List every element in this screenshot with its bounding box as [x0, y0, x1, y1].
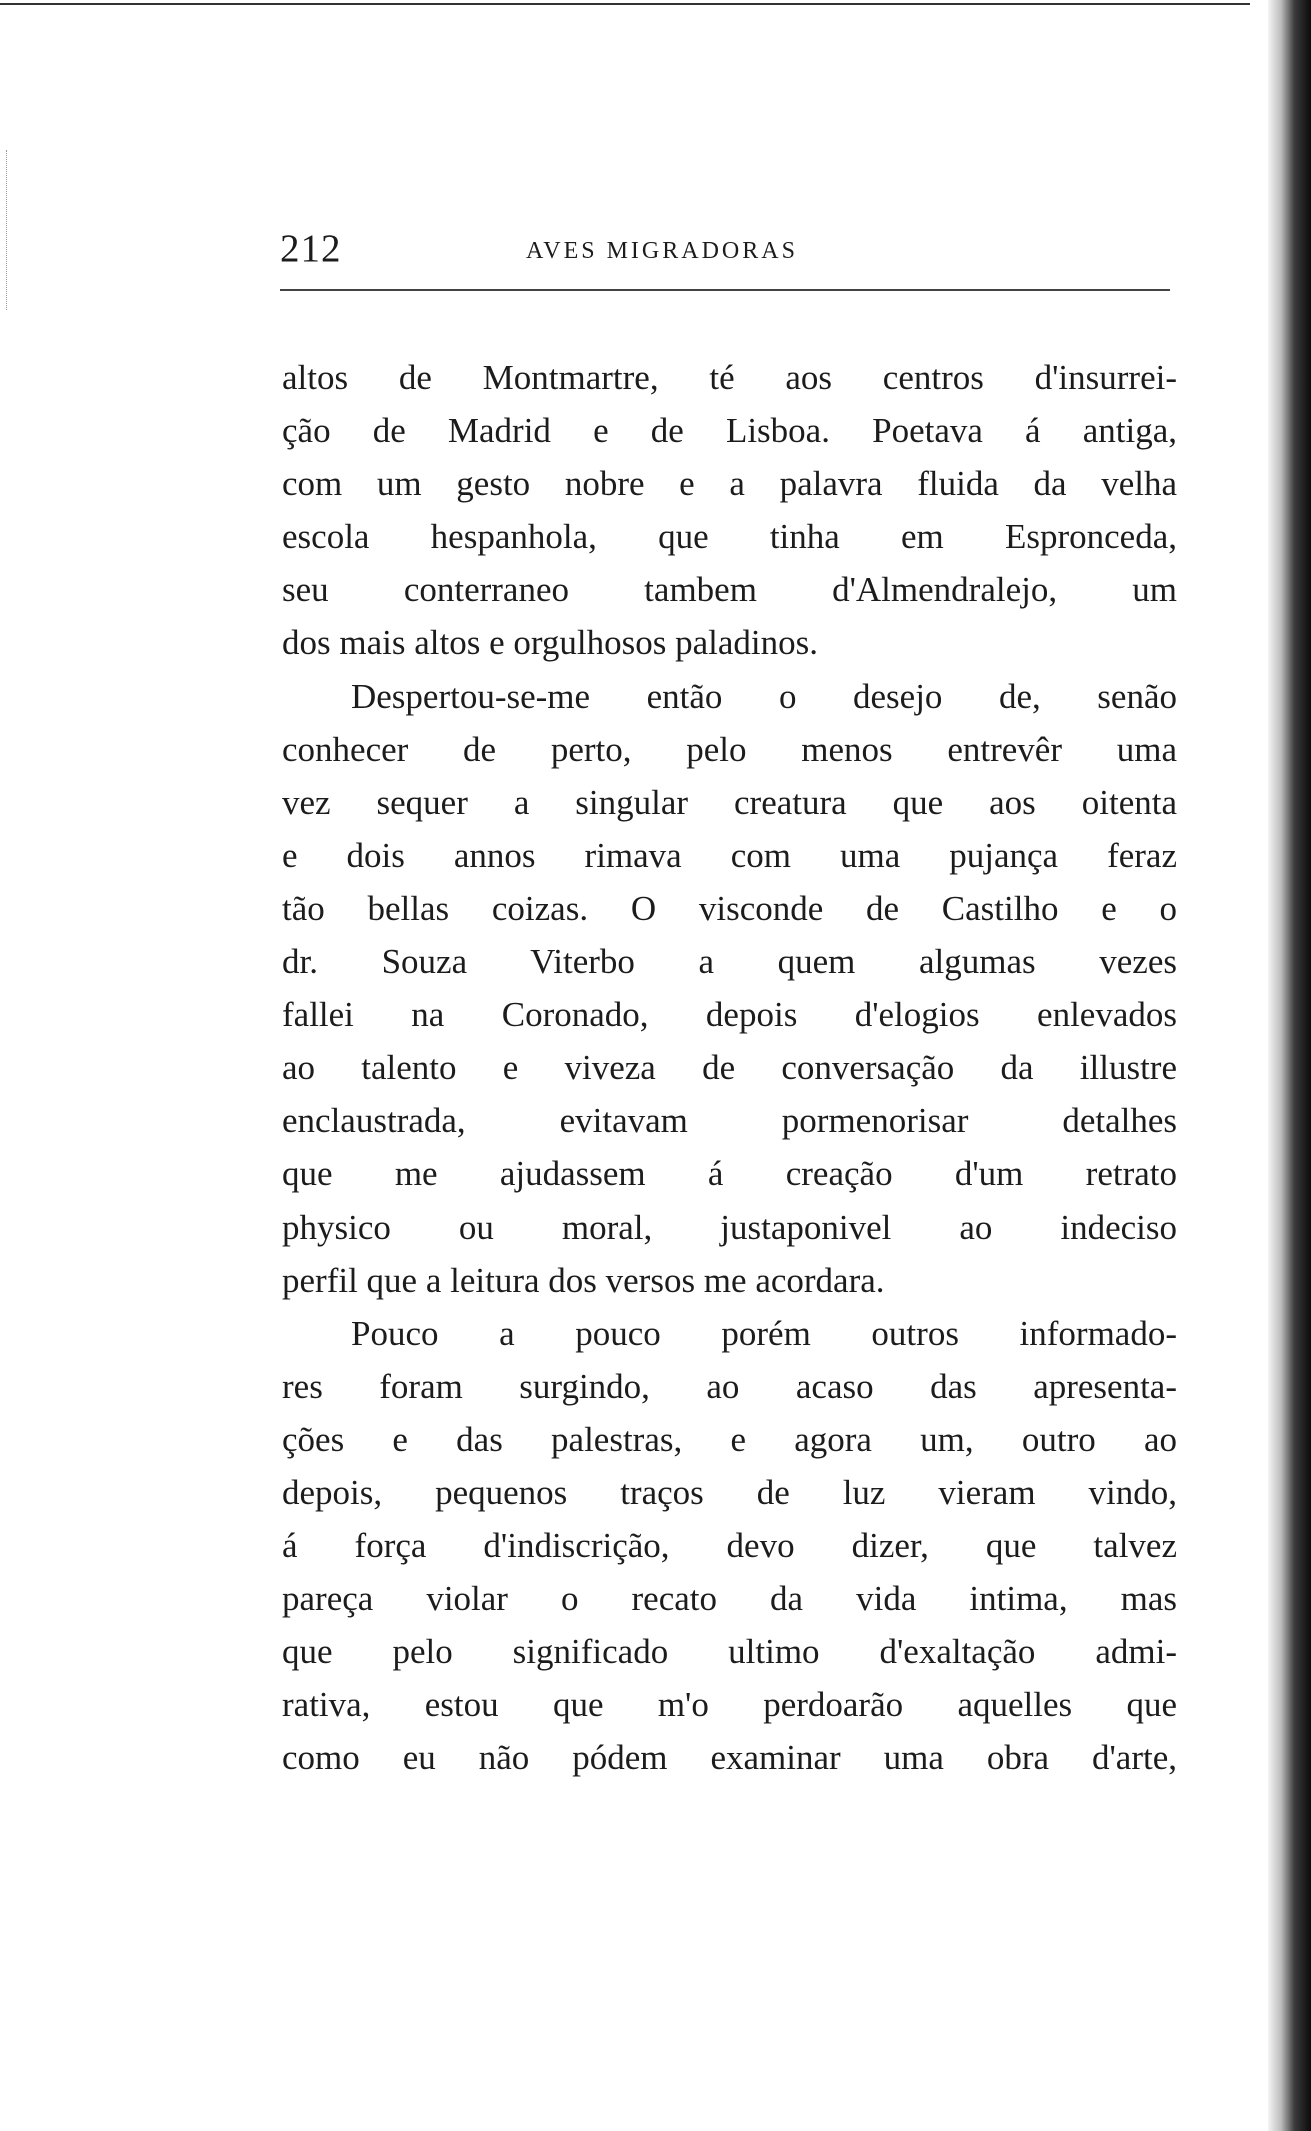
text-line: ções e das palestras, e agora um, outro ao — [282, 1419, 1177, 1459]
book-binding-edge — [1268, 0, 1311, 2131]
text-line: vez sequer a singular creatura que aos oitenta — [282, 782, 1177, 822]
header-rule — [280, 289, 1170, 291]
text-line: á força d'indiscrição, devo dizer, que talvez — [282, 1526, 1177, 1566]
text-line: seu conterraneo tambem d'Almendralejo, um — [282, 570, 1177, 610]
text-line: tão bellas coizas. O visconde de Castilho e o — [282, 888, 1177, 928]
text-line: como eu não pódem examinar uma obra d'arte, — [282, 1738, 1177, 1778]
scan-top-edge — [0, 3, 1250, 5]
body-text — [282, 351, 1177, 1785]
text-line: dr. Souza Viterbo a quem algumas vezes — [282, 942, 1177, 982]
page-number: 212 — [280, 227, 342, 270]
paragraph-start-line: Pouco a pouco porém outros informado- — [351, 1313, 1177, 1353]
text-line: ao talento e viveza de conversação da illustre — [282, 1048, 1177, 1088]
text-line: dos mais altos e orgulhosos paladinos. — [282, 623, 818, 663]
text-line: que me ajudassem á creação d'um retrato — [282, 1154, 1177, 1194]
text-line: com um gesto nobre e a palavra fluida da velha — [282, 464, 1177, 504]
paragraph-start-line: Despertou-se-me então o desejo de, senão — [351, 676, 1177, 716]
running-title: AVES MIGRADORAS — [526, 238, 798, 264]
text-line: e dois annos rimava com uma pujança feraz — [282, 835, 1177, 875]
text-line: que pelo significado ultimo d'exaltação admi- — [282, 1632, 1177, 1672]
text-line: conhecer de perto, pelo menos entrevêr uma — [282, 729, 1177, 769]
text-line: enclaustrada, evitavam pormenorisar detalhes — [282, 1101, 1177, 1141]
text-line: physico ou moral, justaponivel ao indeciso — [282, 1207, 1177, 1247]
text-line: pareça violar o recato da vida intima, mas — [282, 1579, 1177, 1619]
text-line: escola hespanhola, que tinha em Espronceda, — [282, 517, 1177, 557]
scan-left-margin-marks — [6, 150, 9, 310]
text-line: perfil que a leitura dos versos me acordara. — [282, 1260, 885, 1300]
text-line: altos de Montmartre, té aos centros d'insurrei- — [282, 358, 1177, 397]
text-line: ção de Madrid e de Lisboa. Poetava á antiga, — [282, 411, 1177, 451]
text-line: rativa, estou que m'o perdoarão aquelles que — [282, 1685, 1177, 1725]
page-header — [280, 226, 1173, 286]
text-line: fallei na Coronado, depois d'elogios enlevados — [282, 995, 1177, 1035]
text-line: res foram surgindo, ao acaso das apresenta- — [282, 1366, 1177, 1406]
text-line: depois, pequenos traços de luz vieram vindo, — [282, 1472, 1177, 1512]
